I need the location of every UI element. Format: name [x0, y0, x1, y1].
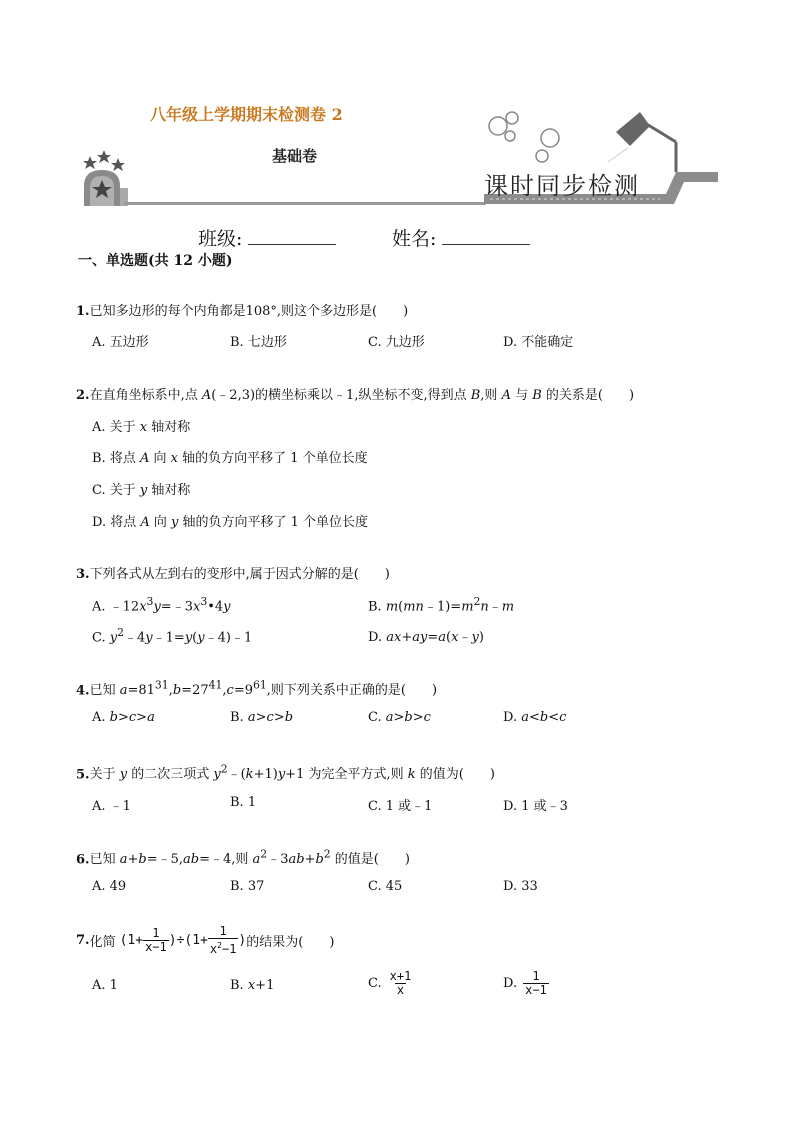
question-number: 2.: [76, 388, 90, 403]
question-4: [76, 679, 437, 698]
page-title: 八年级上学期期末检测卷 2: [150, 105, 343, 124]
option-b[interactable]: B. a>c>b: [230, 710, 294, 725]
option-a[interactable]: A. $﹣12x^3y=﹣3x^3•4y$: [92, 595, 231, 615]
name-label: 姓名:: [392, 228, 437, 250]
option-c[interactable]: C. $y^2﹣4y﹣1=y(y﹣4)﹣1$: [92, 626, 253, 646]
class-blank[interactable]: [248, 226, 336, 245]
option-b[interactable]: B. $m(mn﹣1)=m^2n﹣m$: [368, 595, 515, 615]
option-d[interactable]: D. a<b<c: [503, 710, 567, 725]
name-blank[interactable]: [442, 226, 530, 245]
question-5: [76, 763, 495, 782]
question-stem-prefix: 化简: [89, 935, 116, 950]
page-subtitle: 基础卷: [272, 147, 318, 165]
option-a[interactable]: A. 五边形: [92, 335, 149, 350]
option-b[interactable]: B. 七边形: [230, 335, 287, 350]
option-d[interactable]: D. 将点 A 向 y 轴的负方向平移了 1 个单位长度: [92, 515, 369, 530]
option-d[interactable]: D. $\frac{1}{x-1}$: [503, 969, 547, 997]
name-field[interactable]: [392, 224, 530, 251]
option-c[interactable]: C. 九边形: [368, 335, 425, 350]
option-d[interactable]: D. 不能确定: [503, 335, 574, 350]
option-a[interactable]: A. 1: [92, 978, 118, 993]
class-label: 班级:: [198, 228, 243, 250]
banner-divider: [124, 202, 486, 205]
question-stem: 已知多边形的每个内角都是108°,则这个多边形是( ): [89, 304, 409, 319]
option-c[interactable]: C. $\frac{x+1}{x}$: [368, 969, 412, 997]
question-number: 5.: [76, 767, 90, 783]
option-c[interactable]: C. 关于 y 轴对称: [92, 483, 191, 498]
question-stem: 关于 y 的二次三项式 $y^2﹣(k+1)y+1$ 为完全平方式,则 k 的值为( ): [89, 763, 495, 783]
option-c[interactable]: C. 45: [368, 879, 403, 894]
question-7: [76, 925, 334, 956]
option-b[interactable]: B. 37: [230, 879, 265, 894]
option-c[interactable]: C. a>b>c: [368, 710, 431, 725]
option-b[interactable]: B. 1: [230, 795, 257, 810]
option-b[interactable]: B. x+1: [230, 978, 275, 993]
option-d[interactable]: D. 33: [503, 879, 538, 894]
question-6: [76, 848, 410, 867]
question-stem: 下列各式从左到右的变形中,属于因式分解的是( ): [89, 567, 390, 582]
question-stem: 已知 a+b=﹣5,ab=﹣4,则 $a^2﹣3ab+b^2$ 的值是( ): [89, 848, 410, 868]
math-expression: (1+ $\frac{1}{x-1}$ )÷(1+ $\frac{1}{x^2-1}$ ): [119, 924, 247, 956]
question-number: 4.: [76, 683, 90, 699]
star-badge-icon: [78, 148, 130, 208]
option-a[interactable]: A. 49: [92, 879, 127, 894]
question-stem: 在直角坐标系中,点 A(﹣2,3)的横坐标乘以﹣1,纵坐标不变,得到点 B,则 A 与 B 的关系是( ): [89, 388, 635, 403]
question-number: 6.: [76, 852, 90, 868]
option-b[interactable]: B. 将点 A 向 x 轴的负方向平移了 1 个单位长度: [92, 451, 368, 466]
question-3: [76, 563, 390, 582]
class-field[interactable]: [198, 224, 336, 251]
question-stem: 已知 $a=81^{31},b=27^{41},c=9^{61}$,则下列关系中正确的是( ): [89, 679, 438, 699]
question-number: 3.: [76, 567, 90, 582]
option-d[interactable]: D. 1 或﹣3: [503, 799, 568, 814]
brand-label: 课时同步检测: [484, 172, 640, 200]
option-a[interactable]: A. ﹣1: [92, 799, 131, 814]
option-d[interactable]: D. ax+ay=a(x﹣y): [368, 630, 484, 645]
question-number: 7.: [76, 933, 90, 948]
option-c[interactable]: C. 1 或﹣1: [368, 799, 433, 814]
question-1: [76, 300, 408, 319]
question-2: [76, 384, 634, 403]
section-heading: 一、单选题(共 12 小题): [78, 253, 233, 269]
option-a[interactable]: A. b>c>a: [92, 710, 155, 725]
option-a[interactable]: A. 关于 x 轴对称: [92, 420, 191, 435]
question-number: 1.: [76, 304, 90, 319]
question-stem-suffix: 的结果为( ): [246, 935, 335, 950]
